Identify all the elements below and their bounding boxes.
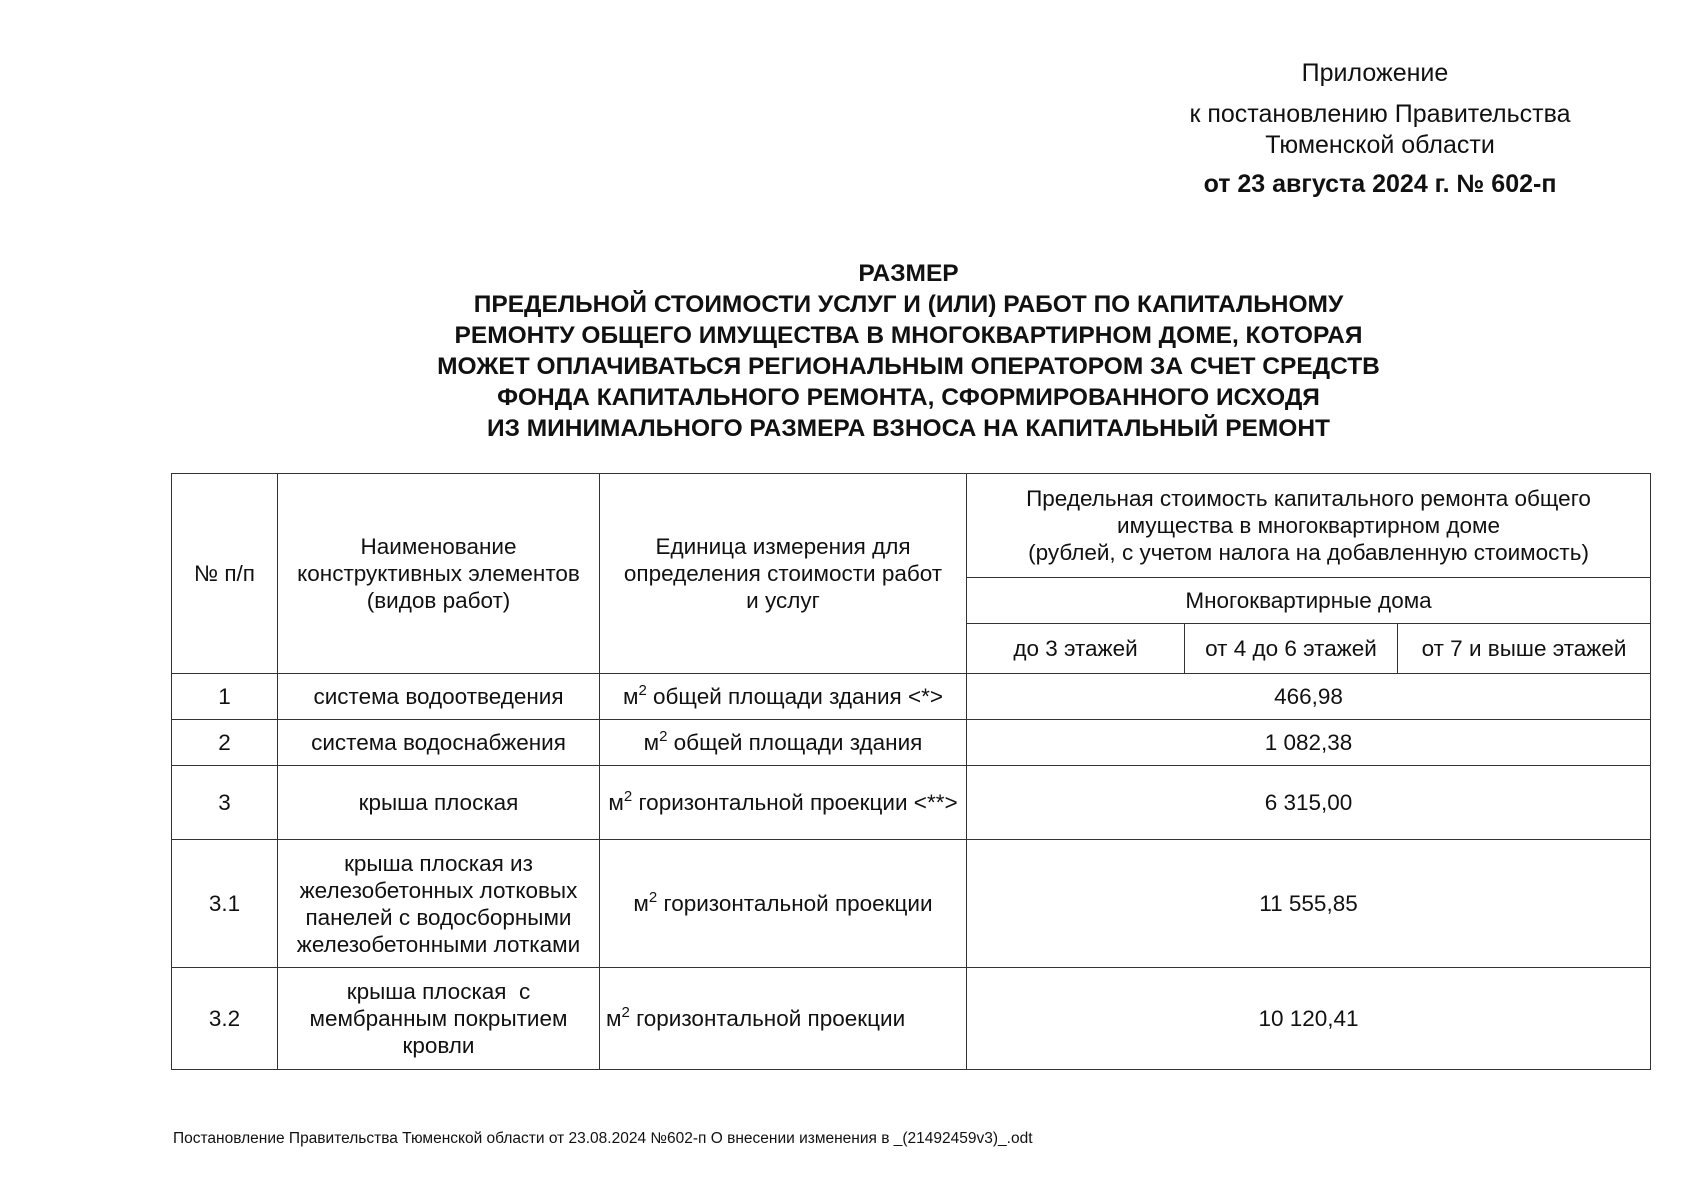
row-cost: 10 120,41 bbox=[967, 968, 1651, 1070]
row-element-name-line: крыша плоская с bbox=[346, 979, 531, 1004]
row-cost: 1 082,38 bbox=[967, 720, 1651, 766]
resolution-reference-line-2: Тюменской области bbox=[1265, 131, 1495, 159]
row-unit bbox=[600, 766, 967, 840]
header-unit bbox=[600, 474, 967, 674]
unit-superscript: 2 bbox=[621, 1004, 630, 1021]
row-element-name-line: железобетонных лотковых bbox=[299, 877, 578, 903]
header-cost-line: (рублей, с учетом налога на добавленную стоимость) bbox=[1028, 540, 1589, 565]
row-number: 3.1 bbox=[172, 840, 278, 968]
header-row bbox=[172, 474, 1651, 578]
row-cost: 6 315,00 bbox=[967, 766, 1651, 840]
table-row bbox=[172, 766, 1651, 840]
unit-prefix: м bbox=[606, 1006, 622, 1031]
table-row bbox=[172, 968, 1651, 1070]
row-unit bbox=[600, 968, 967, 1070]
row-unit bbox=[600, 840, 967, 968]
header-unit-line: Единица измерения для bbox=[655, 534, 911, 559]
row-element-name-line: система водоснабжения bbox=[311, 730, 566, 755]
row-element-name-line: мембранным покрытием bbox=[309, 1006, 568, 1031]
unit-superscript: 2 bbox=[623, 788, 633, 805]
row-element-name-line: крыша плоская bbox=[358, 790, 519, 815]
unit-superscript: 2 bbox=[648, 889, 658, 906]
table-row bbox=[172, 674, 1651, 720]
row-element-name bbox=[278, 720, 600, 766]
resolution-reference-line-1: к постановлению Правительства bbox=[1189, 100, 1571, 128]
unit-superscript: 2 bbox=[659, 728, 668, 745]
unit-text: общей площади здания <*> bbox=[646, 684, 944, 709]
resolution-date: от 23 августа 2024 г. № 602-п bbox=[1203, 170, 1557, 198]
title-line: ПРЕДЕЛЬНОЙ СТОИМОСТИ УСЛУГ И (ИЛИ) РАБОТ ПО КАПИТАЛЬНОМУ bbox=[473, 291, 1344, 318]
title-line: МОЖЕТ ОПЛАЧИВАТЬСЯ РЕГИОНАЛЬНЫМ ОПЕРАТОРОМ ЗА СЧЕТ СРЕДСТВ bbox=[437, 353, 1380, 380]
header-element-name-line: Наименование bbox=[360, 534, 517, 559]
row-element-name-line: крыша плоская из bbox=[344, 850, 533, 876]
appendix-label: Приложение bbox=[1301, 59, 1449, 87]
title-line: ФОНДА КАПИТАЛЬНОГО РЕМОНТА, СФОРМИРОВАННОГО ИСХОДЯ bbox=[497, 384, 1320, 411]
row-number: 3.2 bbox=[172, 968, 278, 1070]
header-number: № п/п bbox=[172, 474, 278, 674]
row-element-name-line: система водоотведения bbox=[313, 684, 564, 709]
unit-prefix: м bbox=[643, 730, 660, 755]
unit-prefix: м bbox=[608, 790, 624, 815]
row-element-name-line: панелей с водосборными bbox=[305, 904, 572, 930]
header-cost-line: имущества в многоквартирном доме bbox=[1117, 513, 1500, 538]
header-element-name-line: конструктивных элементов bbox=[297, 561, 580, 586]
title-line: РАЗМЕР bbox=[858, 260, 959, 287]
header-cost-line: Предельная стоимость капитального ремонта общего bbox=[1026, 486, 1591, 511]
unit-text: горизонтальной проекции <**> bbox=[632, 790, 958, 815]
unit-text: горизонтальной проекции bbox=[657, 891, 933, 916]
row-number: 2 bbox=[172, 720, 278, 766]
unit-text: общей площади здания bbox=[667, 730, 923, 755]
unit-prefix: м bbox=[622, 684, 639, 709]
unit-text: горизонтальной проекции bbox=[629, 1006, 906, 1031]
header-floors-4-to-6: от 4 до 6 этажей bbox=[1185, 624, 1398, 674]
document-title bbox=[300, 258, 1517, 444]
footer-file-note: Постановление Правительства Тюменской области от 23.08.2024 №602-п О внесении изменения в _(21492459v3)_.odt bbox=[173, 1130, 1033, 1147]
title-line: РЕМОНТУ ОБЩЕГО ИМУЩЕСТВА В МНОГОКВАРТИРНОМ ДОМЕ, КОТОРАЯ bbox=[454, 322, 1363, 349]
header-floors-up-to-3: до 3 этажей bbox=[967, 624, 1185, 674]
row-element-name bbox=[278, 766, 600, 840]
row-element-name bbox=[278, 840, 600, 968]
header-element-name bbox=[278, 474, 600, 674]
table-header bbox=[172, 474, 1651, 674]
table-body bbox=[172, 674, 1651, 1070]
row-number: 1 bbox=[172, 674, 278, 720]
header-unit-line: определения стоимости работ bbox=[623, 561, 943, 586]
row-unit bbox=[600, 674, 967, 720]
row-unit bbox=[600, 720, 967, 766]
header-element-name-line: (видов работ) bbox=[366, 588, 511, 613]
row-cost: 11 555,85 bbox=[967, 840, 1651, 968]
unit-superscript: 2 bbox=[638, 682, 647, 699]
row-number: 3 bbox=[172, 766, 278, 840]
header-buildings-group: Многоквартирные дома bbox=[967, 578, 1651, 624]
header-cost-group bbox=[967, 474, 1651, 578]
row-element-name-line: железобетонными лотками bbox=[296, 931, 581, 957]
title-line: ИЗ МИНИМАЛЬНОГО РАЗМЕРА ВЗНОСА НА КАПИТАЛЬНЫЙ РЕМОНТ bbox=[486, 415, 1331, 442]
cost-table bbox=[171, 473, 1651, 1070]
row-element-name-line: кровли bbox=[402, 1033, 475, 1058]
row-cost: 466,98 bbox=[967, 674, 1651, 720]
header-unit-line: и услуг bbox=[746, 588, 820, 613]
table-row bbox=[172, 720, 1651, 766]
resolution-reference bbox=[1150, 99, 1610, 161]
table-row bbox=[172, 840, 1651, 968]
header-floors-7-plus: от 7 и выше этажей bbox=[1398, 624, 1651, 674]
appendix-header bbox=[1150, 58, 1610, 200]
row-element-name bbox=[278, 968, 600, 1070]
row-element-name bbox=[278, 674, 600, 720]
unit-prefix: м bbox=[633, 891, 649, 916]
